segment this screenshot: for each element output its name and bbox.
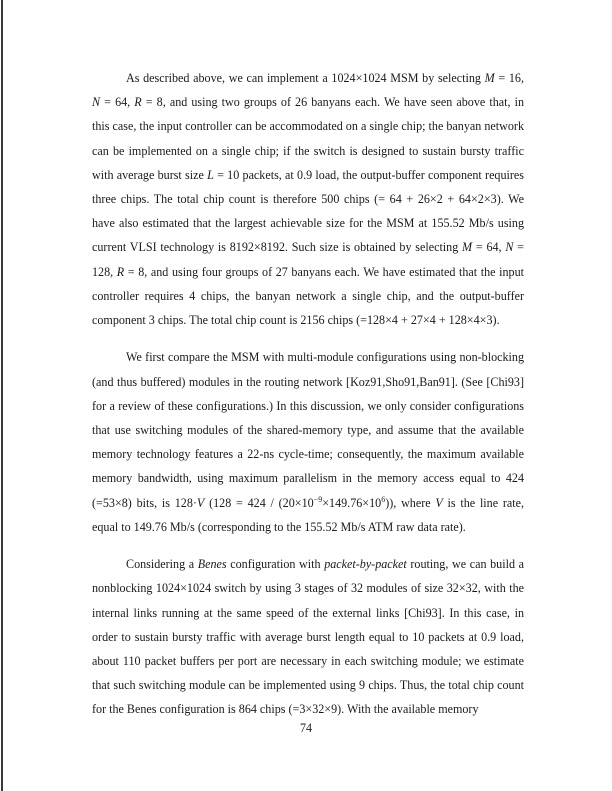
text-run: )), where [385,495,436,510]
text-run: We first compare the MSM with multi-module configurations using non-blocking (and thus buffered) modules in the routing network [Koz91,Sho91,Ban91]. (See [Chi93] for a review of these configurations.) In this discussion, we only consider configurations that use switching modules of the shared-memory type, and assume that the available memory technology features a 22-ns cycle-time; consequently, the maximum available memory bandwidth, using maximum parallelism in the memory access equal to 424 (=53×8) bits, is 128· [92,350,524,510]
page-body [92,66,524,722]
text-run: (128 = 424 / (20×10 [204,495,314,510]
italic-term: R [116,264,125,279]
paragraph-benes-configuration [92,552,524,721]
text-run: = 64, [472,240,506,255]
text-run: = 8, and using two groups of 26 banyans each. We have seen above that, in this case, the input controller can be accommodated on a single chip; the banyan network can be implemented on a single chip; if the switch is designed to sustain bursty traffic with average burst size [92,95,524,182]
text-run: = 10 packets, at 0.9 load, the output-buffer component requires three chips. The total chip count is therefore 500 chips (= 64 + 26×2 + 64×2×3). We have also estimated that the largest achievable size for the MSM at 155.52 Mb/s using current VLSI technology is 8192×8192. Such size is obtained by selecting [92,167,524,255]
page-edge-rule [1,0,3,791]
page-number: 74 [299,721,313,735]
text-run: routing, we can build a nonblocking 1024×1024 switch by using 3 stages of 32 modules of size 32×32, with the internal links running at the same speed of the external links [Chi93]. In this case, in order to sustain bursty traffic with average burst length equal to 10 packets at 0.9 load, about 110 packet buffers per port are necessary in each switching module; we estimate that such switching module can be implemented using 9 chips. Thus, the total chip count for the Benes configuration is 864 chips (=3×32×9). With the available memory [92,557,524,717]
italic-term: M [484,71,495,85]
italic-term: Benes [197,557,227,572]
italic-term: V [435,495,443,510]
italic-term: M [462,240,473,255]
italic-term: packet-by-packet [324,557,407,572]
text-run: As described above, we can implement a 1024×1024 MSM by selecting [126,71,485,85]
text-run: ×149.76×10 [322,495,382,510]
text-run: Considering a [126,557,198,572]
italic-term: R [134,95,142,110]
text-run: = 8, and using four groups of 27 banyans each. We have estimated that the input controller requires 4 chips, the banyan network a single chip, and the output-buffer component 3 chips. The total chip count is 2156 chips (=128×4 + 27×4 + 128×4×3). [92,264,525,328]
italic-term: N [92,95,101,110]
exponent: 6 [381,494,386,504]
exponent: −9 [313,494,323,504]
paragraph-msm-implementation [92,66,524,332]
text-run: configuration with [226,557,325,572]
italic-term: V [196,495,205,510]
paragraph-multi-module-comparison [92,345,524,539]
italic-term: L [207,167,214,182]
text-run: = 128, [92,240,524,279]
italic-term: N [505,240,514,255]
text-run: is the line rate, equal to 149.76 Mb/s (corresponding to the 155.52 Mb/s ATM raw data rate). [92,495,525,534]
text-run: = 64, [100,95,135,110]
text-run: = 16, [494,71,524,85]
